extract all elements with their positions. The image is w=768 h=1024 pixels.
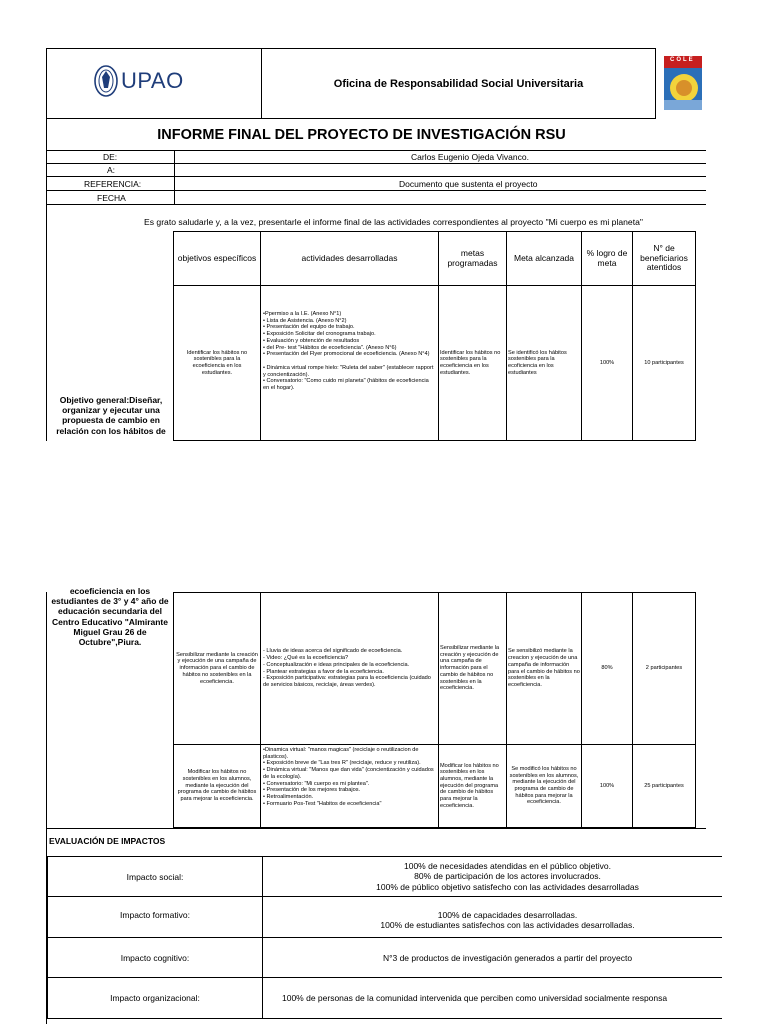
row2-objective: Sensibilizar mediante la creación y ejecución de una campaña de información para el cambio de hábitos no sostenibles en la ecoeficiencia. <box>173 592 261 745</box>
row1-percent: 100% <box>581 285 633 441</box>
header-objectives: objetivos específicos <box>173 231 261 286</box>
activity-item: • Presentación del equipo de trabajo. <box>263 324 355 331</box>
header-achieved: Meta alcanzada <box>506 231 582 286</box>
upao-emblem-icon <box>93 64 119 98</box>
page-left-border-tail <box>46 1019 47 1024</box>
field-divider <box>174 191 175 205</box>
impact-formative-row <box>46 896 706 937</box>
field-ref-row <box>46 177 706 191</box>
field-a-label: A: <box>107 165 116 175</box>
impact-social-label: Impacto social: <box>47 856 263 897</box>
row3-activities-list <box>263 747 436 807</box>
impact-organizational-label: Impacto organizacional: <box>47 977 263 1019</box>
header-goals: metas programadas <box>438 231 507 286</box>
row2-percent: 80% <box>581 592 633 745</box>
row1-beneficiaries: 10 participantes <box>632 285 696 441</box>
impact-line: 100% de necesidades atendidas en el público objetivo. <box>404 861 611 872</box>
field-de-row <box>46 151 706 164</box>
field-de-value: Carlos Eugenio Ojeda Vivanco. <box>411 152 529 162</box>
impact-line: 100% de personas de la comunidad intervenida que perciben como universidad socialmente responsa <box>282 993 668 1003</box>
impact-line: 80% de participación de los actores involucrados. <box>414 871 601 882</box>
row1-objective: Identificar los hábitos no sostenibles para la ecoeficiencia en los estudiantes. <box>173 285 261 441</box>
field-fecha-row <box>46 191 706 205</box>
activity-item: • Presentación de los mejores trabajos. <box>263 787 361 794</box>
impacts-title-row <box>46 828 706 856</box>
impact-cognitive-label: Impacto cognitivo: <box>47 937 263 978</box>
field-divider <box>174 177 175 191</box>
header-logo-box <box>46 48 262 119</box>
field-fecha-label: FECHA <box>97 193 126 203</box>
row3-beneficiaries: 25 participantes <box>632 744 696 828</box>
impact-formative-label: Impacto formativo: <box>47 896 263 938</box>
activity-item: • Dinámica virtual: "Manos que dan vida" (concientización y cuidados de la ecología). <box>263 767 434 780</box>
header-beneficiaries: N° de beneficiarios atentidos <box>632 231 696 286</box>
impact-line: 100% de capacidades desarrolladas. <box>437 909 578 920</box>
header-activities: actividades desarrolladas <box>260 231 439 286</box>
general-objective-cell-top <box>46 231 174 441</box>
impact-line: 100% de público objetivo satisfecho con las actividades desarrolladas <box>376 881 639 892</box>
activity-item: • Exposición Solicitar del cronograma trabajo. <box>263 331 376 338</box>
activity-item: • Exposición breve de "Las tres R" (reciclaje, reduce y reutiliza). <box>263 760 421 767</box>
activity-item: - Conceptualización e ideas principales de la ecoeficiencia. <box>263 661 410 668</box>
field-a-row <box>46 164 706 177</box>
office-name: Oficina de Responsabilidad Social Universitaria <box>333 77 584 90</box>
activity-item: • Formuario Pos-Test "Habitos de ecoeficiencia" <box>263 800 382 807</box>
school-badge-text: COLE <box>670 57 695 63</box>
activity-item: •Dinamica virtual: "manos magicas" (reciclaje o reutilizacion de plasticos). <box>263 747 419 760</box>
row1-goal: Identificar los hábitos no sostenibles para la ecoeficiencia en los estudiantes. <box>438 285 507 441</box>
impact-cognitive-value <box>262 937 722 978</box>
school-crest-icon <box>662 56 702 112</box>
impact-social-value <box>262 856 722 897</box>
row2-achieved: Se sensibilizó mediante la creacion y ejecución de una campaña de información para el cambio de hábitos no sostenibles en la ecoeficiencia. <box>506 592 582 745</box>
general-objective-text-top: Objetivo general:Diseñar, organizar y ejecutar una propuesta de cambio en relación con los hábitos de <box>56 395 166 436</box>
general-objective-cell-bottom <box>46 586 174 828</box>
title-row <box>46 119 706 151</box>
field-divider <box>174 164 175 177</box>
impact-social-row <box>46 856 706 896</box>
activity-item: - Exposición participativa: estrategias para la ecoeficiencia (cuidado de servicios básicos, reciclaje, áreas verdes). <box>263 675 431 688</box>
impact-formative-value <box>262 896 722 938</box>
field-divider <box>174 151 175 164</box>
field-ref-value: Documento que sustenta el proyecto <box>399 179 538 189</box>
activity-item: • Conversatorio: "Mi cuerpo es mi plantea". <box>263 780 370 787</box>
row3-percent: 100% <box>581 744 633 828</box>
impact-line: 100% de estudiantes satisfechos con las actividades desarrolladas. <box>380 920 635 930</box>
row2-goal: Sensibilizar mediante la creación y ejecución de una campaña de información para el cambio de hábitos no sostenibles en la ecoeficiencia. <box>438 592 507 745</box>
activity-item: • Dinámica virtual rompe hielo: "Ruleta del saber" (establecer rapport y concientización). <box>263 364 434 378</box>
row2-beneficiaries: 2 participantes <box>632 592 696 745</box>
activity-item: • Lista de Asistencia. (Anexo N°2) <box>263 317 347 324</box>
activity-item <box>263 358 436 365</box>
row3-activities <box>260 744 439 828</box>
row1-achieved: Se identificó los hábitos sostenibles para la ecoficiencia en los estudiantes <box>506 285 582 441</box>
general-objective-text-bottom: ecoeficiencia en los estudiantes de 3° y 4° año de educación secundaria del Centro Educativo "Almirante Miguel Grau 26 de Octubre",Piura. <box>51 586 169 647</box>
report-title: INFORME FINAL DEL PROYECTO DE INVESTIGACIÓN RSU <box>157 126 566 143</box>
activity-item: - Lluvia de ideas acerca del significado de ecoeficiencia. <box>263 648 403 655</box>
activity-item: - Plantear estrategias a favor de la ecoeficiencia. <box>263 668 384 675</box>
header-percent: % logro de meta <box>581 231 633 286</box>
field-ref-label: REFERENCIA: <box>84 179 142 189</box>
impact-organizational-row <box>46 977 706 1019</box>
row3-achieved: Se modificó los hábitos no sostenibles en los alumnos, mediante la ejecución del programa de cambio de hábitos para mejorar la ecoeficiencia. <box>506 744 582 828</box>
row2-activities <box>260 592 439 745</box>
impacts-title: EVALUACIÓN DE IMPACTOS <box>49 836 166 846</box>
activity-item: - Video: ¿Qué es la ecoeficiencia? <box>263 655 349 662</box>
row2-activities-list <box>263 648 436 688</box>
impact-cognitive-row <box>46 937 706 977</box>
activity-item: •Ppermiso a la I.E. (Anexo N°1) <box>263 311 342 317</box>
row3-objective: Modificar los hábitos no sostenibles en los alumnos, mediante la ejecución del programa de cambio de hábitos para mejorar la ecoeficiencia. <box>173 744 261 828</box>
impact-line: N°3 de productos de investigación generados a partir del proyecto <box>382 952 633 963</box>
upao-logo-text: UPAO <box>121 68 184 93</box>
impact-organizational-value <box>262 977 722 1019</box>
greeting-text: Es grato saludarle y, a la vez, presentarle el informe final de las actividades correspondientes al proyecto "Mi cuerpo es mi planeta" <box>144 217 643 227</box>
row1-activities-list <box>263 311 436 392</box>
activity-item: • Presentación del Flyer promocional de ecoeficiencia. (Anexo N°4) <box>263 351 430 358</box>
row3-goal: Modificar los hábitos no sostenibles en los alumnos, mediante la ejecución del programa de cambio de hábitos para mejorar la ecoeficiencia. <box>438 744 507 828</box>
greeting-row <box>46 205 706 231</box>
field-de-label: DE: <box>103 152 118 162</box>
activity-item: • Evaluación y obtención de resultados <box>263 337 360 344</box>
activity-item: • Conversatorio: "Como cuido mi planeta" (hábitos de ecoeficiencia en el hogar). <box>263 378 429 392</box>
school-badge <box>662 56 696 112</box>
activity-item: • Retroalimentación. <box>263 793 314 800</box>
row1-activities <box>260 285 439 441</box>
header-office-box <box>261 48 656 119</box>
upao-logo <box>93 62 213 100</box>
activity-item: • del Pre- test "Hábitos de ecoeficiencia". (Anexo N°6) <box>263 344 397 351</box>
